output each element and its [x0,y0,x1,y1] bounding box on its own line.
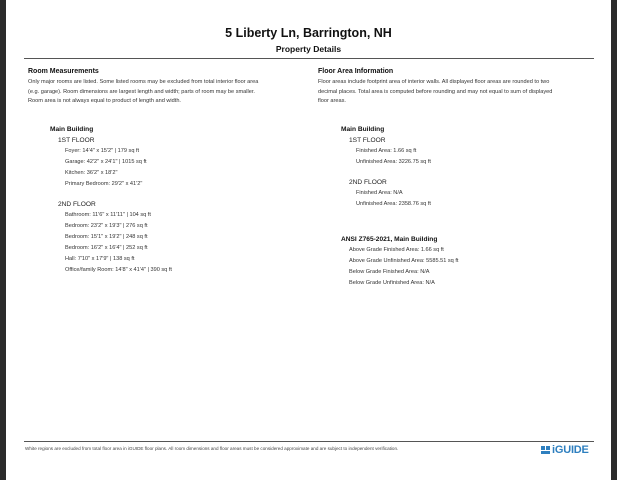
floor-name: 1ST FLOOR [349,137,386,144]
ansi-item: Below Grade Unfinished Area: N/A [349,280,435,286]
footer-divider [24,441,594,442]
iguide-logo [541,443,589,457]
description-line: Floor areas include footprint area of interior walls. All displayed floor areas are rounded to two [318,79,550,85]
room-item: Office/family Room: 14'8" x 41'4" | 390 sq ft [65,267,172,273]
description-line: Only major rooms are listed. Some listed rooms may be excluded from total interior floor area [28,79,259,85]
area-item: Unfinished Area: 3226.75 sq ft [356,159,431,165]
room-item: Hall: 7'10" x 17'9" | 138 sq ft [65,256,135,262]
header-divider [24,58,594,59]
footer-disclaimer: White regions are excluded from total floor area in iGUIDE floor plans. All room dimensions and floor areas must be considered approximate and are subject to independent verification. [25,446,399,451]
room-item: Kitchen: 36'2" x 18'2" [65,170,118,176]
iguide-logo-text: iGUIDE [552,444,589,456]
room-item: Foyer: 14'4" x 15'2" | 179 sq ft [65,148,140,154]
room-item: Bedroom: 15'1" x 19'2" | 248 sq ft [65,234,148,240]
property-details-page [6,0,611,480]
ansi-area-list [341,234,458,289]
building-name: Main Building [50,126,94,133]
room-measurements-list [50,124,172,276]
ansi-heading: ANSI Z765-2021, Main Building [341,236,438,243]
room-item: Bathroom: 11'6" x 11'11" | 104 sq ft [65,212,151,218]
room-item: Bedroom: 23'2" x 19'3" | 276 sq ft [65,223,148,229]
area-item: Unfinished Area: 2358.76 sq ft [356,201,431,207]
ansi-item: Above Grade Finished Area: 1.66 sq ft [349,247,444,253]
ansi-item: Below Grade Finished Area: N/A [349,269,430,275]
floor-name: 2ND FLOOR [58,201,96,208]
floor-area-list [341,124,431,210]
room-item: Primary Bedroom: 29'2" x 41'2" [65,181,143,187]
room-measurements-description [28,78,308,107]
page-subtitle: Property Details [275,44,342,54]
page-title: 5 Liberty Ln, Barrington, NH [225,26,392,40]
description-line: floor areas. [318,98,346,105]
room-item: Bedroom: 16'2" x 16'4" | 252 sq ft [65,245,148,251]
description-line: (e.g. garage). Room dimensions are largest length and width; parts of room may be smaller. [28,88,255,95]
description-line: Room area is not always equal to product of length and width. [28,98,181,105]
floor-area-heading: Floor Area Information [318,68,394,75]
room-measurements-heading: Room Measurements [28,68,99,75]
ansi-item: Above Grade Unfinished Area: 5585.51 sq ft [349,258,459,264]
floor-area-description [318,78,600,107]
room-item: Garage: 42'2" x 24'1" | 1015 sq ft [65,159,147,165]
iguide-logo-icon [541,445,551,455]
building-name: Main Building [341,126,385,133]
floor-name: 1ST FLOOR [58,137,95,144]
area-item: Finished Area: N/A [356,190,403,196]
floor-name: 2ND FLOOR [349,179,387,186]
area-item: Finished Area: 1.66 sq ft [356,148,417,154]
description-line: decimal places. Total area is computed before rounding and may not equal to sum of displayed [318,88,553,95]
